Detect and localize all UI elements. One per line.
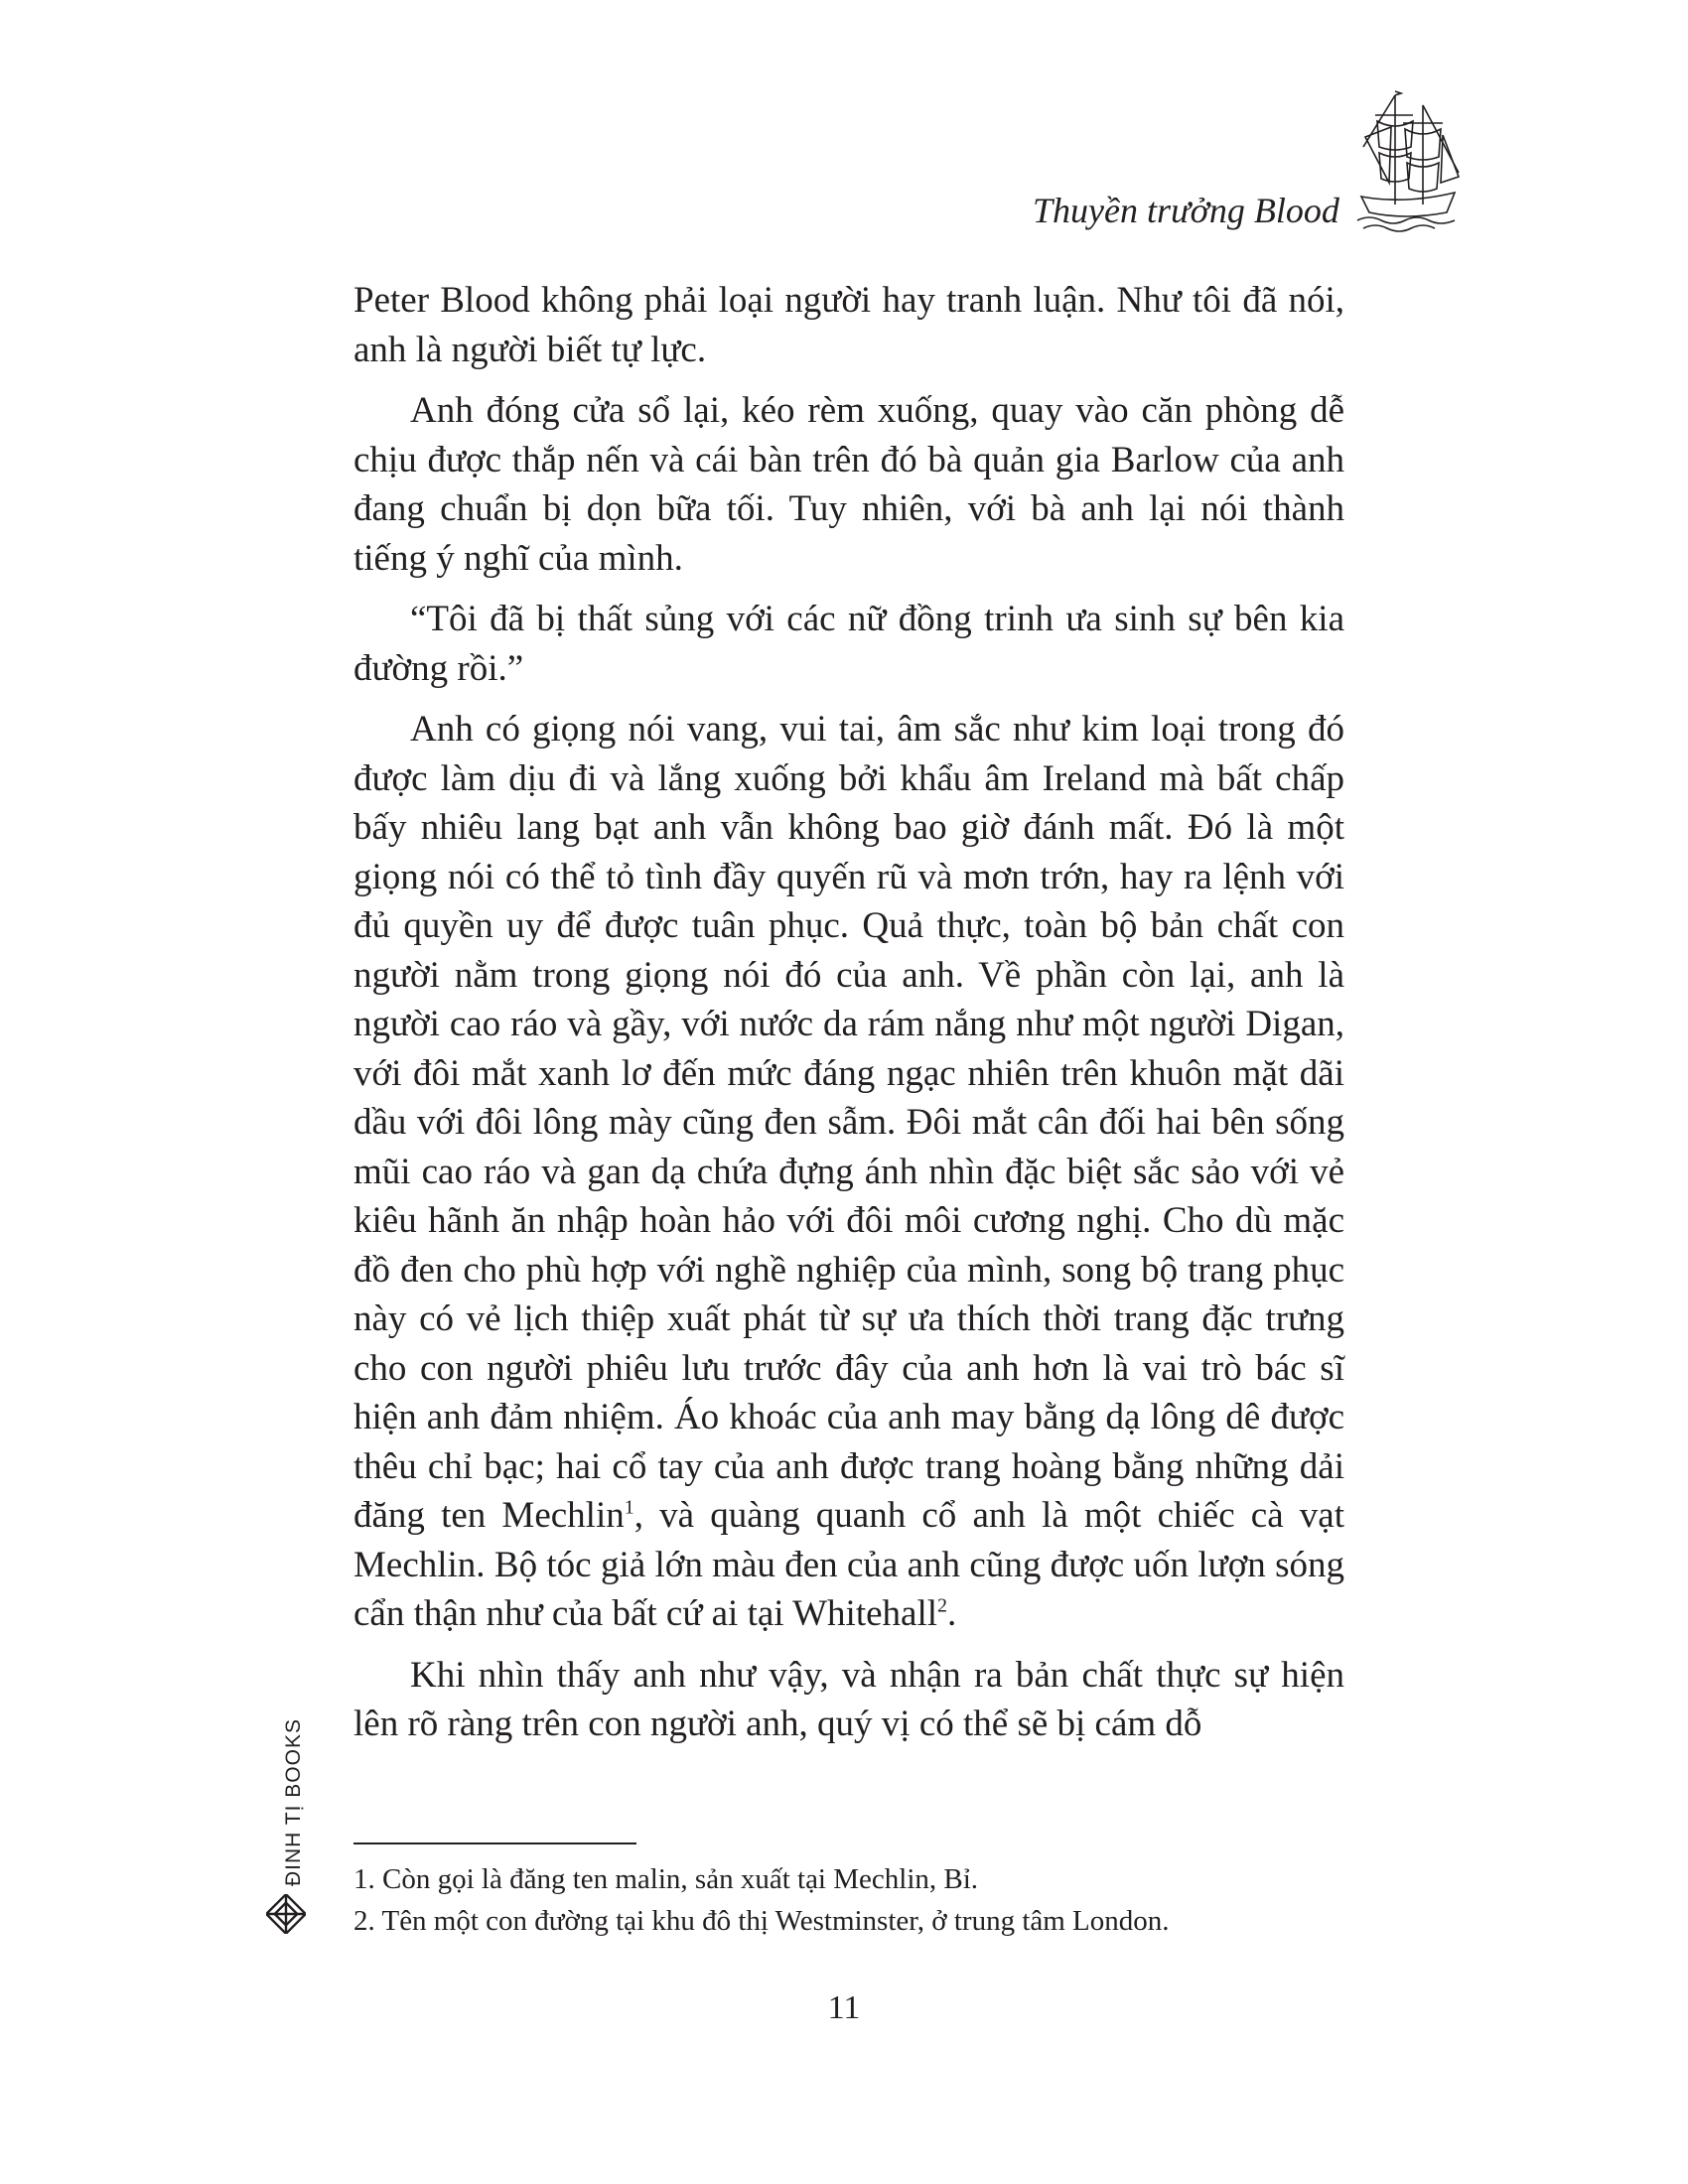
footnote-ref-2[interactable]: 2 [937, 1594, 948, 1617]
running-title: Thuyền trưởng Blood [1033, 191, 1339, 230]
paragraph-text: . [947, 1593, 957, 1634]
paragraph-text: , và quàng quanh cổ anh là một chiếc cà vạt Mechlin. Bộ tóc giả lớn màu đen của anh cũng được uốn lượn sóng cẩn thận như của bất cứ ai tại Whitehall [353, 1495, 1345, 1634]
footnote-ref-1[interactable]: 1 [624, 1496, 634, 1519]
publisher-mark [266, 1718, 306, 1956]
paragraph-text: Anh có giọng nói vang, vui tai, âm sắc như kim loại trong đó được làm dịu đi và lắng xuống bởi khẩu âm Ireland mà bất chấp bấy nhiêu lang bạt anh vẫn không bao giờ đánh mất. Đó là một giọng nói có thể tỏ tình đầy quyến rũ và mơn trớn, hay ra lệnh với đủ quyền uy để được tuân phục. Quả thực, toàn bộ bản chất con người nằm trong giọng nói đó của anh. Về phần còn lại, anh là người cao ráo và gầy, với nước da rám nắng như một người Digan, với đôi mắt xanh lơ đến mức đáng ngạc nhiên trên khuôn mặt dãi dầu với đôi lông mày cũng đen sẫm. Đôi mắt cân đối hai bên sống mũi cao ráo và gan dạ chứa đựng ánh nhìn đặc biệt sắc sảo với vẻ kiêu hãnh ăn nhập hoàn hảo với đôi môi cương nghị. Cho dù mặc đồ đen cho phù hợp với nghề nghiệp của mình, song bộ trang phục này có vẻ lịch thiệp xuất phát từ sự ưa thích thời trang đặc trưng cho con người phiêu lưu trước đây của anh hơn là vai trò bác sĩ hiện anh đảm nhiệm. Áo khoác của anh may bằng dạ lông dê được thêu chỉ bạc; hai cổ tay của anh được trang hoàng bằng những dải đăng ten Mechlin [353, 709, 1344, 1536]
paragraph [353, 705, 1344, 1639]
dinh-ti-books-logo-icon [266, 1894, 306, 1934]
paragraph: Khi nhìn thấy anh như vậy, và nhận ra bản chất thực sự hiện lên rõ ràng trên con người anh, quý vị có thể sẽ bị cám dỗ [353, 1654, 1344, 1744]
sailing-ship-icon [1355, 87, 1465, 236]
footnote-divider [353, 1843, 636, 1844]
page-number: 11 [827, 1989, 861, 2026]
publisher-name: ĐINH TỊ BOOKS [282, 1718, 305, 1886]
paragraph: Anh đóng cửa sổ lại, kéo rèm xuống, quay vào căn phòng dễ chịu được thắp nến và cái bàn trên đó bà quản gia Barlow của anh đang chuẩn bị dọn bữa tối. Tuy nhiên, với bà anh lại nói thành tiếng ý nghĩ của mình. [353, 390, 1344, 579]
body-text [353, 276, 1344, 1761]
footnote-2: 2. Tên một con đường tại khu đô thị Westminster, ở trung tâm London. [353, 1905, 1170, 1937]
footnote-1: 1. Còn gọi là đăng ten malin, sản xuất tại Mechlin, Bỉ. [353, 1863, 979, 1895]
paragraph: “Tôi đã bị thất sủng với các nữ đồng trinh ưa sinh sự bên kia đường rồi.” [353, 599, 1344, 689]
paragraph: Peter Blood không phải loại người hay tranh luận. Như tôi đã nói, anh là người biết tự lực. [353, 280, 1344, 370]
footnotes [353, 1858, 1346, 1942]
